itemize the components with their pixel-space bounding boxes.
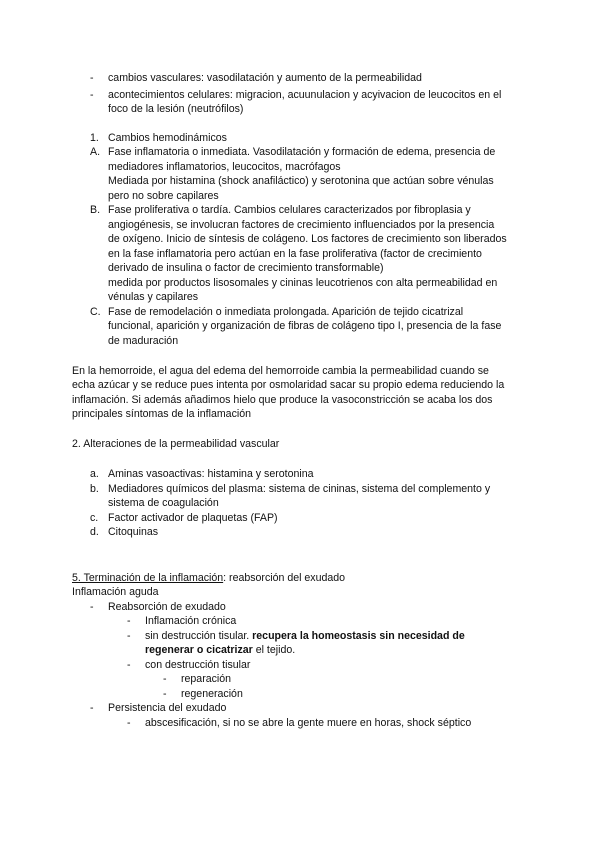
section-2-item: Factor activador de plaquetas (FAP) [108, 512, 278, 524]
section-2-item: Citoquinas [108, 526, 159, 538]
sin-prefix: sin destrucción tisular. [145, 630, 253, 642]
paragraph-line: echa azúcar y se reduce pues intenta por osmolaridad sacar su propio edema reduciendo la [72, 379, 505, 391]
sin-destruccion-line2 [145, 643, 295, 658]
phase-b-line: derivado de insulina o factor de crecimiento transformable) [108, 262, 384, 274]
sin-destruccion-line1 [145, 629, 465, 644]
phase-c-marker: C. [90, 306, 101, 318]
section-5-title-rest: : reabsorción del exudado [223, 572, 346, 584]
phase-c-line: Fase de remodelación o inmediata prolongada. Aparición de tejido cicatrizal [108, 306, 464, 318]
intro-bullet-2-line1: acontecimientos celulares: migracion, acuunulacion y acyivacion de leucocitos en el [108, 89, 502, 101]
intro-bullet-1: cambios vasculares: vasodilatación y aumento de la permeabilidad [108, 72, 422, 84]
paragraph-line: inflamación. Si además añadimos hielo que produce la vasoconstricción se acaba los dos [72, 394, 493, 406]
bullet-dash: - [127, 615, 131, 627]
bullet-dash: - [127, 659, 131, 671]
section-5-subtitle: Inflamación aguda [72, 586, 159, 598]
phase-c-line: funcional, aparición y organización de fibras de colágeno tipo I, presencia de la fase [108, 320, 502, 332]
bullet-dash: - [90, 702, 94, 714]
section-2-title: 2. Alteraciones de la permeabilidad vascular [72, 438, 280, 450]
phase-b-line: angiogénesis, se involucran factores de crecimiento influenciados por la presencia [108, 219, 495, 231]
phase-b-line: Fase proliferativa o tardía. Cambios celulares caracterizados por fibroplasia y [108, 204, 471, 216]
bullet-dash: - [127, 630, 131, 642]
section-2-item: Mediadores químicos del plasma: sistema de cininas, sistema del complemento y [108, 483, 491, 495]
bullet-dash: - [163, 673, 167, 685]
bullet-dash: - [127, 717, 131, 729]
con-destruccion-item: con destrucción tisular [145, 659, 251, 671]
intro-bullet-2-line2: foco de la lesión (neutrófilos) [108, 103, 244, 115]
reparacion-item: reparación [181, 673, 232, 685]
section-5-title [72, 571, 345, 586]
list-marker: d. [90, 526, 99, 538]
section-2-item: sistema de coagulación [108, 497, 219, 509]
phase-b-marker: B. [90, 204, 101, 216]
list-marker: b. [90, 483, 99, 495]
regeneracion-item: regeneración [181, 688, 243, 700]
phase-a-line: Fase inflamatoria o inmediata. Vasodilatación y formación de edema, presencia de [108, 146, 496, 158]
sin-bold-2: regenerar o cicatrizar [145, 644, 253, 656]
bullet-dash: - [163, 688, 167, 700]
bullet-dash: - [90, 89, 94, 101]
bullet-dash: - [90, 601, 94, 613]
section-2-item: Aminas vasoactivas: histamina y serotonina [108, 468, 314, 480]
abscesificacion-item: abscesificación, si no se abre la gente muere en horas, shock séptico [145, 717, 472, 729]
phase-a-line: mediadores inflamatorios, leucocitos, macrófagos [108, 161, 341, 173]
reabsorcion-item: Reabsorción de exudado [108, 601, 226, 613]
phase-b-line: en la fase inflamatoria pero actúan en la fase proliferativa (factor de crecimiento [108, 248, 482, 260]
persistencia-item: Persistencia del exudado [108, 702, 227, 714]
sin-rest: el tejido. [252, 644, 296, 656]
phase-b-line: medida por productos lisosomales y cininas leucotrienos con alta permeabilidad en [108, 277, 498, 289]
list-marker: a. [90, 468, 99, 480]
phase-c-line: de maduración [108, 335, 179, 347]
cronica-item: Inflamación crónica [145, 615, 237, 627]
item-1-text: Cambios hemodinámicos [108, 132, 227, 144]
section-5-title-underlined: 5. Terminación de la inflamación [72, 572, 224, 584]
bullet-dash: - [90, 72, 94, 84]
phase-a-line: pero no sobre capilares [108, 190, 219, 202]
paragraph-line: principales síntomas de la inflamación [72, 408, 252, 420]
sin-bold-1: recupera la homeostasis sin necesidad de [252, 630, 465, 642]
phase-b-line: vénulas y capilares [108, 291, 199, 303]
list-marker: c. [90, 512, 99, 524]
list-marker: 1. [90, 132, 99, 144]
phase-a-marker: A. [90, 146, 101, 158]
paragraph-line: En la hemorroide, el agua del edema del hemorroide cambia la permeabilidad cuando se [72, 365, 489, 377]
phase-a-line: Mediada por histamina (shock anafiláctico) y serotonina que actúan sobre vénulas [108, 175, 494, 187]
phase-b-line: de oxígeno. Inicio de síntesis de colágeno. Los factores de crecimiento son liberados [108, 233, 507, 245]
